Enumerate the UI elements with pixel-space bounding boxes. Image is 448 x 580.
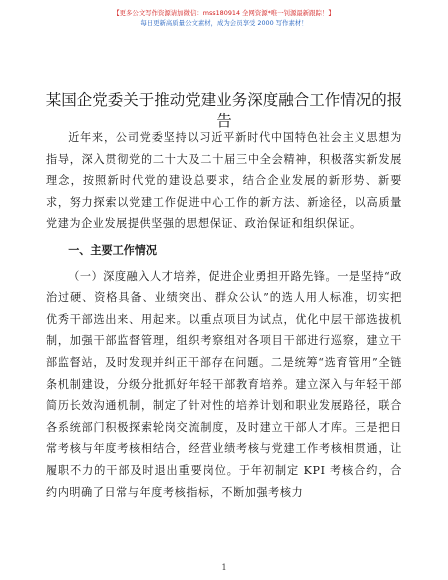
page-number: 1 bbox=[221, 563, 227, 572]
promo-banner bbox=[0, 8, 448, 28]
banner-line-2: 每日更新高质量公文素材，成为会员享受 2000 写作素材！ bbox=[140, 19, 308, 27]
section-heading: 一、主要工作情况 bbox=[68, 243, 157, 257]
document-title: 某国企党委关于推动党建业务深度融合工作情况的报告 bbox=[45, 91, 403, 130]
intro-paragraph: 近年来，公司党委坚持以习近平新时代中国特色社会主义思想为指导，深入贯彻党的二十大及二十届三中全会精神，积极落实新发展理念，按照新时代党的建设总要求，结合企业发展的新形势、新要求，努力探索以党建工作促进中心工作的新方法、新途径，以高质量党建为企业发展提供坚强的思想保证、政治保证和组织保证。 bbox=[46, 131, 402, 231]
banner-line-1: 【更多公文写作资源请加微信：mss180914 全网资源*唯一钊源最新跟踪！】 bbox=[113, 9, 335, 17]
document-body bbox=[46, 127, 402, 503]
section-paragraph: （一）深度融入人才培养，促进企业勇担开路先锋。一是坚持“政治过硬、资格具备、业绩突出、群众公认”的选人用人标准，切实把优秀干部选出来、用起来。以重点项目为试点，优化中层干部选拔机制，加强干部监督管理，组织考察组对各项目干部进行巡察，建立干部监督站，及时发现并纠正干部存在问题。二是统筹“选育管用”全链条机制建设，分级分批抓好年轻干部教育培养。建立深入与年轻干部简历长效沟通机制，制定了针对性的培养计划和职业发展路径，联合各系统部门积极探索轮岗交流制度，及时建立干部人才库。三是把日常考核与年度考核相结合，经营业绩考核与党建工作考核相贯通，让履职不力的干部及时退出重要岗位。于年初制定 KPI 考核合约，合约内明确了日常与年度考核指标，不断加强考核力 bbox=[46, 269, 402, 499]
